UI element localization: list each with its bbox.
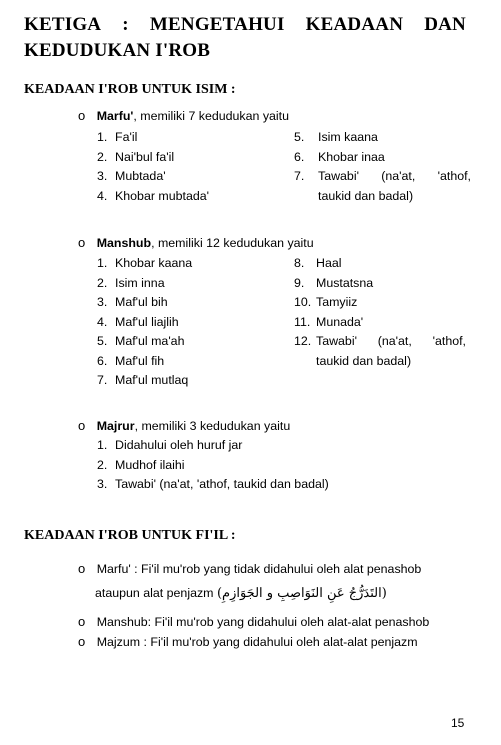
list-item: 4. Maf'ul liajlih [97,314,179,329]
fiil-marfu-continued [95,584,387,604]
list-item: 2. Nai'bul fa'il [97,149,175,164]
manshub-right-list [294,254,466,371]
marfu-term: Marfu' [96,109,134,123]
page-title-line-1 [24,14,466,36]
marfu-desc: , memiliki 7 kedudukan yaitu [133,109,290,123]
list-item: 11. Munada' [294,314,364,329]
title-word: MENGETAHUI [149,14,285,35]
list-item: 4. Khobar mubtada' [97,188,209,203]
list-item: 3. Maf'ul bih [97,295,168,309]
manshub-desc: , memiliki 12 kedudukan yaitu [151,236,314,250]
list-item: 10. Tamyiiz [294,295,358,309]
fiil-heading: KEADAAN I'ROB UNTUK FI'IL : [24,528,236,543]
fiil-manshub-text: Manshub: Fi'il mu'rob yang didahului oleh alat-alat penashob [96,615,430,629]
list-item: 1. Fa'il [97,130,138,144]
arabic-text: (التَدَرُّجُ عَنِ النَوَاصِبِ و الجَوَازِمِ) [216,586,387,601]
title-word: KEADAAN [305,14,404,35]
list-item: 1. Didahului oleh huruf jar [97,438,243,452]
bullet-marker: o [78,614,86,629]
list-item: 9. Mustatsna [294,275,374,290]
page-number: 15 [451,716,465,730]
bullet-marker: o [78,235,86,250]
list-item: 7. Maf'ul mutlaq [97,373,189,387]
fiil-marfu-text: Marfu' : Fi'il mu'rob yang tidak didahului oleh alat penashob [96,562,422,576]
list-item: 7. Tawabi' (na'at, 'athof, [294,167,471,187]
isim-heading: KEADAAN I'ROB UNTUK ISIM : [24,82,236,97]
list-item-continued: taukid dan badal) [318,188,414,203]
majrur-bullet [78,416,290,437]
list-item: 2. Isim inna [97,275,165,290]
title-word: : [122,14,129,35]
marfu-bullet [78,106,289,127]
list-item: 2. Mudhof ilaihi [97,457,185,472]
list-item-continued: taukid dan badal) [316,353,412,368]
list-item: 5. Isim kaana [294,130,378,144]
title-word: DAN [424,14,466,35]
bullet-marker: o [78,634,86,649]
majrur-desc: , memiliki 3 kedudukan yaitu [134,419,291,433]
list-item: 6. Maf'ul fih [97,353,165,368]
manshub-term: Manshub [96,236,152,250]
bullet-marker: o [78,418,86,433]
manshub-left-list [97,254,192,391]
list-item: 1. Khobar kaana [97,256,193,270]
title-word: KETIGA [24,14,102,35]
bullet-marker: o [78,561,86,576]
fiil-manshub-item [78,612,429,633]
fiil-marfu-item [78,559,421,580]
manshub-bullet [78,233,314,254]
justified-line: Tawabi' (na'at, 'athof, [318,169,471,183]
bullet-marker: o [78,108,86,123]
page-title-line-2: KEDUDUKAN I'ROB [24,40,211,61]
marfu-left-list [97,128,209,206]
list-item: 6. Khobar inaa [294,149,385,164]
fiil-marfu-line2: ataupun alat penjazm [95,586,214,600]
fiil-majzum-text: Majzum : Fi'il mu'rob yang didahului oleh alat-alat penjazm [96,635,418,649]
list-item: 12. Tawabi' (na'at, 'athof, [294,332,466,352]
majrur-list [97,436,329,495]
list-item: 3. Mubtada' [97,169,166,183]
list-item: 5. Maf'ul ma'ah [97,334,185,348]
marfu-right-list [294,128,471,206]
list-item: 8. Haal [294,256,342,270]
justified-line: Tawabi' (na'at, 'athof, [316,334,466,348]
fiil-majzum-item [78,632,418,653]
majrur-term: Majrur [96,419,135,433]
list-item: 3. Tawabi' (na'at, 'athof, taukid dan badal) [97,477,329,491]
